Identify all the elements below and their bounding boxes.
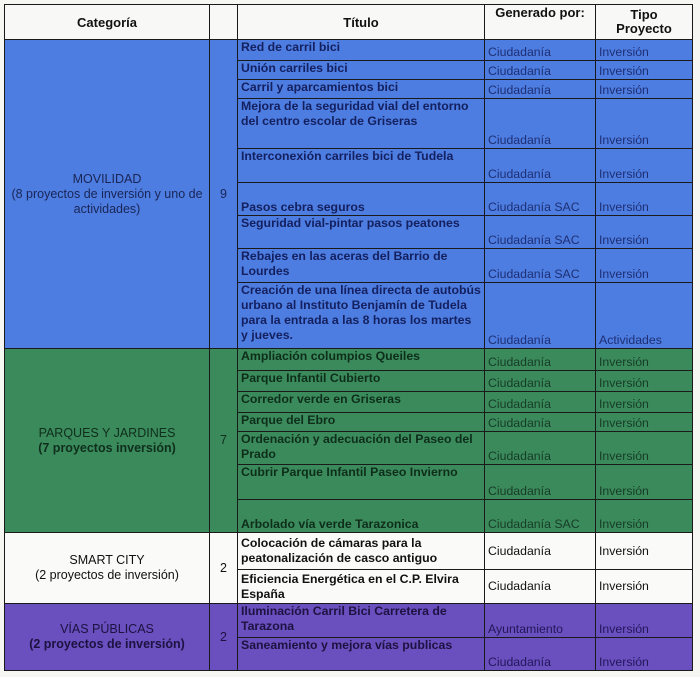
header-tipo-line2: Proyecto — [616, 21, 672, 36]
row-titulo: Iluminación Carril Bici Carretera de Tarazona — [238, 604, 485, 638]
category-smart-city — [5, 533, 210, 604]
row-generado: Ciudadanía — [485, 349, 596, 371]
row-titulo: Pasos cebra seguros — [238, 183, 485, 216]
table-row — [5, 349, 693, 371]
row-generado: Ciudadanía — [485, 533, 596, 570]
row-tipo: Inversión — [596, 61, 693, 80]
header-count — [210, 5, 238, 40]
row-generado: Ciudadanía SAC — [485, 183, 596, 216]
row-generado: Ciudadanía — [485, 80, 596, 99]
row-tipo: Inversión — [596, 465, 693, 500]
row-titulo: Saneamiento y mejora vías publicas — [238, 638, 485, 671]
category-sub: (8 proyectos de inversión y uno de actividades) — [11, 186, 203, 216]
row-tipo: Inversión — [596, 500, 693, 533]
row-generado: Ayuntamiento — [485, 604, 596, 638]
row-titulo: Ordenación y adecuación del Paseo del Prado — [238, 432, 485, 465]
row-tipo: Inversión — [596, 80, 693, 99]
category-sub: (2 proyectos de inversión) — [29, 637, 185, 651]
row-generado: Ciudadanía — [485, 371, 596, 392]
row-generado: Ciudadanía — [485, 413, 596, 432]
row-tipo: Inversión — [596, 570, 693, 604]
row-titulo: Red de carril bici — [238, 40, 485, 61]
row-titulo: Unión carriles bici — [238, 61, 485, 80]
header-generado: Generado por: — [485, 5, 596, 40]
row-titulo: Arbolado vía verde Tarazonica — [238, 500, 485, 533]
header-titulo: Título — [238, 5, 485, 40]
row-tipo: Inversión — [596, 40, 693, 61]
row-tipo: Actividades — [596, 283, 693, 349]
category-name: MOVILIDAD — [72, 171, 142, 186]
row-tipo: Inversión — [596, 604, 693, 638]
row-generado: Ciudadanía — [485, 61, 596, 80]
row-titulo: Cubrir Parque Infantil Paseo Invierno — [238, 465, 485, 500]
row-titulo: Ampliación columpios Queiles — [238, 349, 485, 371]
category-sub: (7 proyectos inversión) — [38, 440, 176, 455]
row-tipo: Inversión — [596, 183, 693, 216]
header-categoria: Categoría — [5, 5, 210, 40]
row-tipo: Inversión — [596, 349, 693, 371]
category-name: SMART CITY — [69, 553, 145, 567]
category-parques — [5, 349, 210, 533]
row-titulo: Rebajes en las aceras del Barrio de Lourdes — [238, 249, 485, 283]
row-generado: Ciudadanía SAC — [485, 216, 596, 249]
row-generado: Ciudadanía — [485, 432, 596, 465]
row-generado: Ciudadanía — [485, 99, 596, 149]
row-titulo: Mejora de la seguridad vial del entorno del centro escolar de Griseras — [238, 99, 485, 149]
row-generado: Ciudadanía — [485, 283, 596, 349]
row-tipo: Inversión — [596, 638, 693, 671]
row-titulo: Interconexión carriles bici de Tudela — [238, 149, 485, 183]
row-titulo: Parque del Ebro — [238, 413, 485, 432]
row-tipo: Inversión — [596, 371, 693, 392]
category-count: 9 — [210, 40, 238, 349]
row-generado: Ciudadanía — [485, 392, 596, 413]
row-titulo: Parque Infantil Cubierto — [238, 371, 485, 392]
table-row — [5, 604, 693, 638]
row-tipo: Inversión — [596, 392, 693, 413]
row-titulo: Colocación de cámaras para la peatonalización de casco antiguo — [238, 533, 485, 570]
row-generado: Ciudadanía — [485, 638, 596, 671]
category-name: PARQUES Y JARDINES — [38, 425, 176, 440]
row-generado: Ciudadanía — [485, 40, 596, 61]
table-row — [5, 40, 693, 61]
category-vias-publicas — [5, 604, 210, 671]
header-tipo-line1: Tipo — [630, 7, 658, 22]
row-tipo: Inversión — [596, 99, 693, 149]
table-row — [5, 533, 693, 570]
row-titulo: Eficiencia Energética en el C.P. Elvira España — [238, 570, 485, 604]
row-titulo: Seguridad vial-pintar pasos peatones — [238, 216, 485, 249]
row-tipo: Inversión — [596, 533, 693, 570]
category-movilidad — [5, 40, 210, 349]
row-titulo: Carril y aparcamientos bici — [238, 80, 485, 99]
header-tipo — [596, 5, 693, 40]
row-generado: Ciudadanía SAC — [485, 500, 596, 533]
row-generado: Ciudadanía — [485, 149, 596, 183]
row-tipo: Inversión — [596, 432, 693, 465]
row-tipo: Inversión — [596, 216, 693, 249]
row-tipo: Inversión — [596, 149, 693, 183]
row-titulo: Corredor verde en Griseras — [238, 392, 485, 413]
row-generado: Ciudadanía SAC — [485, 249, 596, 283]
row-generado: Ciudadanía — [485, 570, 596, 604]
header-row — [5, 5, 693, 40]
projects-table — [4, 4, 693, 671]
category-count: 2 — [210, 604, 238, 671]
category-count: 2 — [210, 533, 238, 604]
row-generado: Ciudadanía — [485, 465, 596, 500]
category-count: 7 — [210, 349, 238, 533]
row-tipo: Inversión — [596, 413, 693, 432]
category-sub: (2 proyectos de inversión) — [35, 568, 179, 582]
category-name: VÍAS PÚBLICAS — [60, 622, 154, 636]
row-tipo: Inversión — [596, 249, 693, 283]
row-titulo: Creación de una línea directa de autobús urbano al Instituto Benjamín de Tudela para la entrada a las 8 horas los martes y jueves. — [238, 283, 485, 349]
